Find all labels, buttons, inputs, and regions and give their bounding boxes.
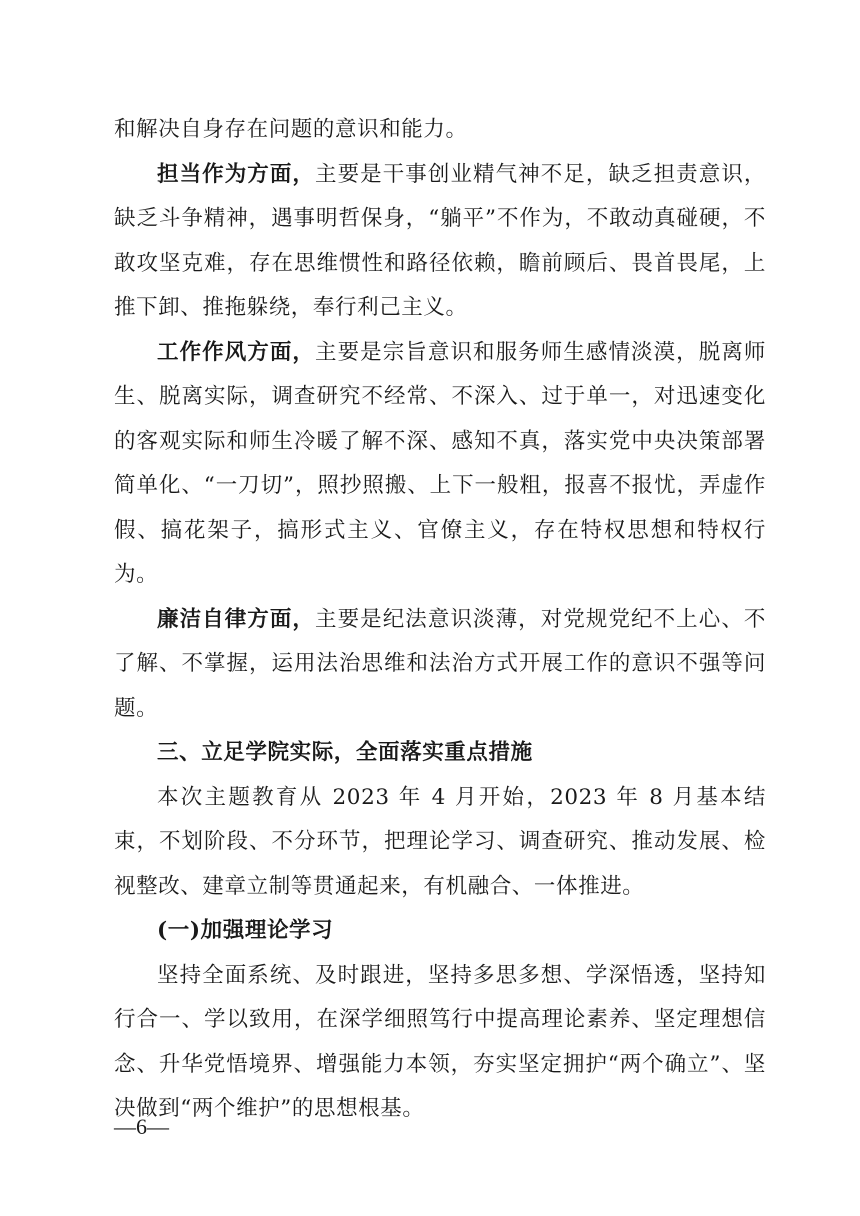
paragraph-integrity [114,598,766,732]
paragraph-continuation: 和解决自身存在问题的意识和能力。 [114,117,468,142]
paragraph-lead: 廉洁自律方面， [157,606,316,632]
paragraph-lead: 担当作为方面， [157,161,316,187]
paragraph-theory-study: 坚持全面系统、及时跟进，坚持多思多想、学深悟透，坚持知行合一、学以致用，在深学细照笃行中提高理论素养、坚定理想信念、升华党悟境界、增强能力本领，夯实坚定拥护“两个确立”、坚决做到“两个维护”的思想根基。 [114,962,766,1121]
paragraph-timeline: 本次主题教育从 2023 年 4 月开始，2023 年 8 月基本结束，不划阶段、不分环节，把理论学习、调查研究、推动发展、检视整改、建章立制等贯通起来，有机融合、一体推进。 [114,784,766,899]
document-body [114,108,766,1132]
paragraph-text: 主要是干事创业精气神不足，缺乏担责意识，缺乏斗争精神，遇事明哲保身，“躺平”不作为，不敢动真碰硬，不敢攻坚克难，存在思维惯性和路径依赖，瞻前顾后、畏首畏尾，上推下卸、推拖躲绕，奉行利己主义。 [114,161,766,320]
paragraph-lead: 工作作风方面， [157,339,316,365]
subsection-heading: (一)加强理论学习 [157,918,334,943]
paragraph-work-style [114,331,766,598]
paragraph-responsibility [114,153,766,331]
section-heading: 三、立足学院实际，全面落实重点措施 [157,740,533,765]
paragraph-text: 主要是宗旨意识和服务师生感情淡漠，脱离师生、脱离实际，调查研究不经常、不深入、过于单一，对迅速变化的客观实际和师生冷暖了解不深、感知不真，落实党中央决策部署简单化、“一刀切”，照抄照搬、上下一般粗，报喜不报忧，弄虚作假、搞花架子，搞形式主义、官僚主义，存在特权思想和特权行为。 [114,339,766,587]
page-number: —6— [114,1114,169,1139]
paragraph-text: 主要是纪法意识淡薄，对党规党纪不上心、不了解、不掌握，运用法治思维和法治方式开展工作的意识不强等问题。 [114,606,766,721]
